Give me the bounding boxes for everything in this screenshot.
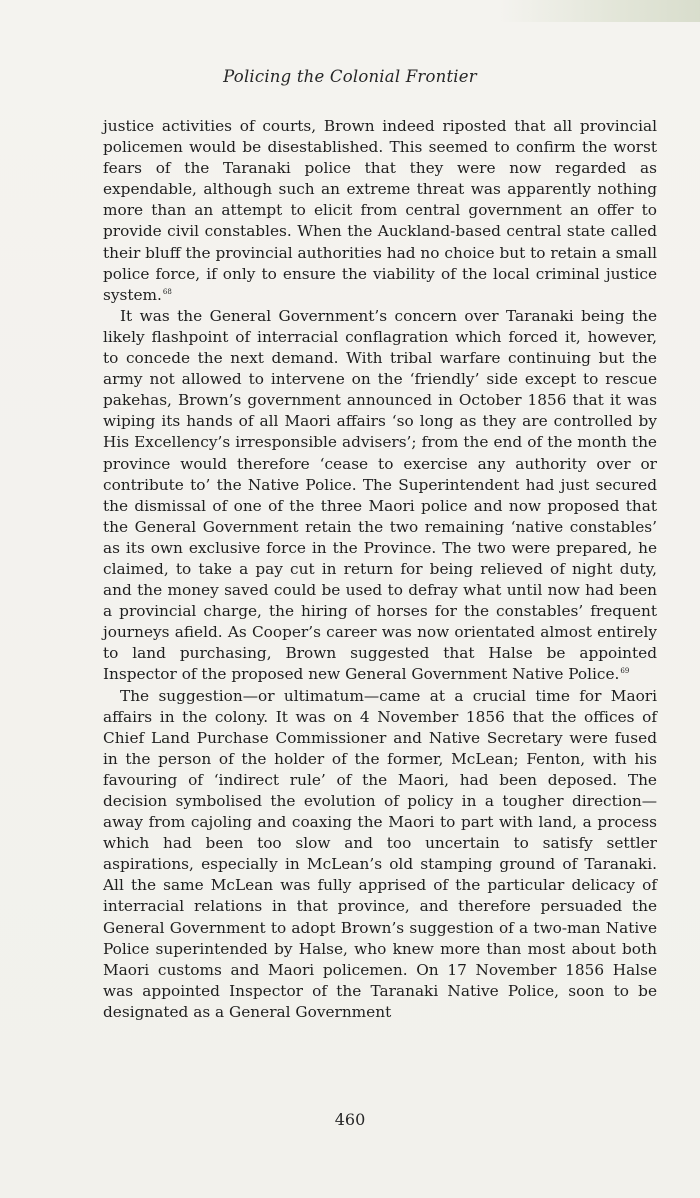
paragraph: [103, 306, 657, 686]
body-text: [103, 116, 657, 1023]
paragraph: [103, 686, 657, 1024]
paragraph-text: justice activities of courts, Brown indeed riposted that all provincial policemen would be disestablished. This seemed to confirm the worst fears of the Taranaki police that they were now regarded as expendable, although such an extreme threat was apparently nothing more than an attempt to elicit from central government an offer to provide civil constables. When the Auckland-based central state called their bluff the provincial authorities had no choice but to retain a small police force, if only to ensure the viability of the local criminal justice system.: [103, 117, 657, 304]
paragraph-text: It was the General Government’s concern over Taranaki being the likely flashpoint of interracial conflagration which forced it, however, to concede the next demand. With tribal warfare continuing but the army not allowed to intervene on the ‘friendly’ side except to rescue pakehas, Brown’s government announced in October 1856 that it was wiping its hands of all Maori affairs ‘so long as they are controlled by His Excellency’s irresponsible advisers’; from the end of the month the province would therefore ‘cease to exercise any authority over or contribute to’ the Native Police. The Superintendent had just secured the dismissal of one of the three Maori police and now proposed that the General Government retain the two remaining ‘native constables’ as its own exclusive force in the Province. The two were prepared, he claimed, to take a pay cut in return for being relieved of night duty, and the money saved could be used to defray what until now had been a provincial charge, the hiring of horses for the constables’ frequent journeys afield. As Cooper’s career was now orientated almost entirely to land purchasing, Brown suggested that Halse be appointed Inspector of the proposed new General Government Native Police.: [103, 306, 657, 684]
footnote-marker: 68: [162, 287, 172, 296]
footnote-marker: 69: [620, 667, 630, 676]
running-header: Policing the Colonial Frontier: [223, 67, 477, 86]
paragraph-text: The suggestion—or ultimatum—came at a crucial time for Maori affairs in the colony. It was on 4 November 1856 that the offices of Chief Land Purchase Commissioner and Native Secretary were fused in the person of the holder of the former, McLean; Fenton, with his favouring of ‘indirect rule’ of the Maori, had been deposed. The decision symbolised the evolution of policy in a tougher direction—away from cajoling and coaxing the Maori to part with land, a process which had been too slow and too uncertain to satisfy settler aspirations, especially in McLean’s old stamping ground of Taranaki. All the same McLean was fully apprised of the particular delicacy of interracial relations in that province, and therefore persuaded the General Government to adopt Brown’s suggestion of a two-man Native Police superintended by Halse, who knew more than most about both Maori customs and Maori policemen. On 17 November 1856 Halse was appointed Inspector of the Taranaki Native Police, soon to be designated as a General Government: [103, 686, 657, 1021]
page-number: 460: [334, 1110, 366, 1129]
paragraph: [103, 116, 657, 306]
page-corner-discoloration: [500, 0, 700, 22]
